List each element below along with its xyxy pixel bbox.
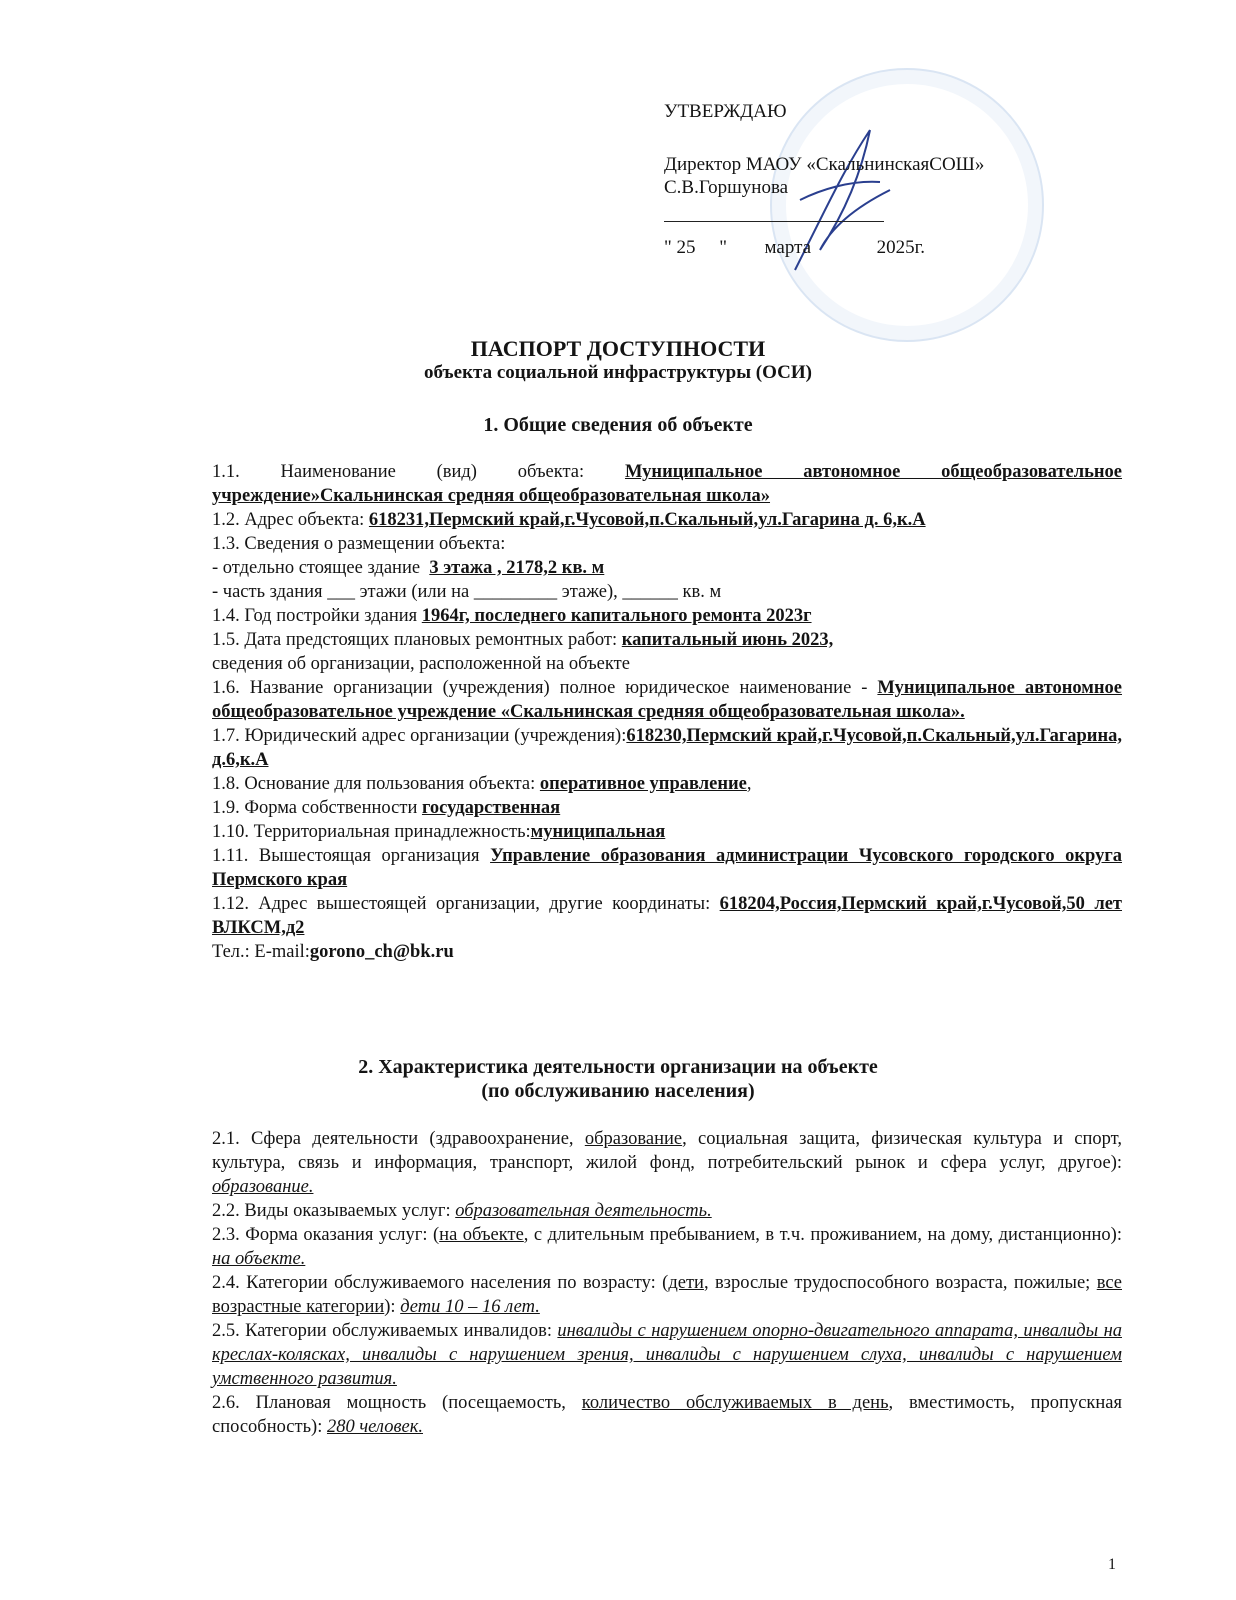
section2-body [212,1127,1122,1439]
date-month: марта [764,237,812,258]
contacts-line: Тел.: E-mail:gorono_ch@bk.ru [212,942,454,962]
approval-block [664,100,1124,259]
document-title: ПАСПОРТ ДОСТУПНОСТИ [470,336,766,361]
section2-heading: 2. Характеристика деятельности организации на объекте [358,1056,878,1078]
item-1-3-a: - отдельно стоящее здание 3 этажа , 2178,2 кв. м [212,558,605,578]
item-1-3: 1.3. Сведения о размещении объекта: [212,534,506,554]
date-day: " 25 " [664,237,728,258]
item-2-1: 2.1. Сфера деятельности (здравоохранение, образование, социальная защита, физическая культура и спорт, культура, связь и информация, транспорт, жилой фонд, потребительский рынок и сфера услуг, другое): образование. [212,1129,1122,1197]
director-name: С.В.Горшунова [664,177,789,198]
item-1-6: 1.6. Название организации (учреждения) полное юридическое наименование - Муниципальное автономное общеобразовательное учреждение «Скальнинская средняя общеобразовательная школа». [212,678,1122,722]
item-2-2: 2.2. Виды оказываемых услуг: образовательная деятельность. [212,1201,712,1221]
item-1-11: 1.11. Вышестоящая организация Управление образования администрации Чусовского городского округа Пермского края [212,846,1122,890]
item-1-4: 1.4. Год постройки здания 1964г, последнего капитального ремонта 2023г [212,606,812,626]
item-1-8: 1.8. Основание для пользования объекта: оперативное управление, [212,774,752,794]
item-1-7: 1.7. Юридический адрес организации (учреждения):618230,Пермский край,г.Чусовой,п.Скальный,ул.Гагарина, д.6,к.А [212,726,1122,770]
approve-label: УТВЕРЖДАЮ [664,101,787,122]
item-1-1: 1.1. Наименование (вид) объекта: Муниципальное автономное общеобразовательное учреждение»Скальнинская средняя общеобразовательная школа» [212,462,1123,506]
document-subtitle: объекта социальной инфраструктуры (ОСИ) [424,362,812,383]
section2-subheading: (по обслуживанию населения) [481,1080,755,1102]
item-1-3-b: - часть здания ___ этажи (или на _________ этаже), ______ кв. м [212,582,722,602]
approval-date [664,236,1124,259]
item-1-10: 1.10. Территориальная принадлежность:муниципальная [212,822,666,842]
item-1-12: 1.12. Адрес вышестоящей организации, другие координаты: 618204,Россия,Пермский край,г.Чусовой,50 лет ВЛКСМ,д2 [212,894,1122,938]
item-2-6: 2.6. Плановая мощность (посещаемость, количество обслуживаемых в день, вместимость, пропускная способность): 280 человек. [212,1393,1123,1437]
item-2-3: 2.3. Форма оказания услуг: (на объекте, с длительным пребыванием, в т.ч. проживанием, на дому, дистанционно): на объекте. [212,1225,1122,1269]
item-1-5: 1.5. Дата предстоящих плановых ремонтных работ: капитальный июнь 2023, [212,630,834,650]
section1-heading: 1. Общие сведения об объекте [483,414,753,436]
item-1-5-note: сведения об организации, расположенной на объекте [212,654,630,674]
section1-body [212,460,1122,964]
item-1-2: 1.2. Адрес объекта: 618231,Пермский край,г.Чусовой,п.Скальный,ул.Гагарина д. 6,к.А [212,510,926,530]
date-year: 2025г. [876,237,925,258]
director-position: Директор МАОУ «СкальнинскаяСОШ» [664,154,985,175]
page-number: 1 [1108,1556,1116,1573]
item-1-9: 1.9. Форма собственности государственная [212,798,561,818]
item-2-4: 2.4. Категории обслуживаемого населения по возрасту: (дети, взрослые трудоспособного возраста, пожилые; все возрастные категории): дети 10 – 16 лет. [212,1273,1122,1317]
signature-line [664,199,884,222]
item-2-5: 2.5. Категории обслуживаемых инвалидов: инвалиды с нарушением опорно-двигательного аппарата, инвалиды на креслах-колясках, инвалиды с нарушением зрения, инвалиды с нарушением слуха, инвалиды с нарушением умственного развития. [212,1321,1122,1389]
